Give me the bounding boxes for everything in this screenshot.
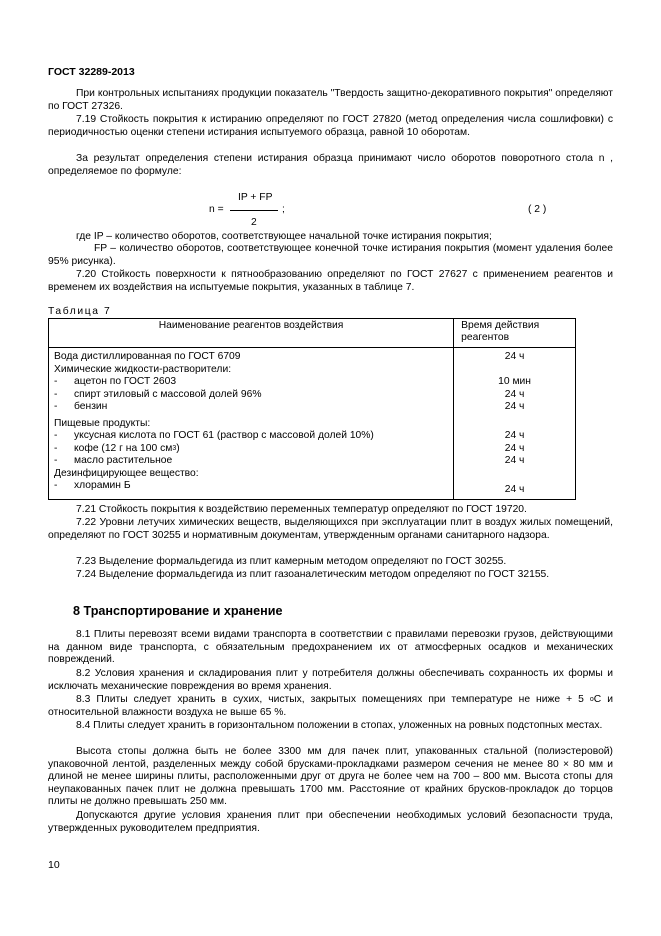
list-dash: - — [54, 480, 58, 491]
reagent-name: масло растительное — [74, 455, 173, 466]
reagent-name: бензин — [74, 401, 108, 412]
table-header-time: Время действия реагентов — [454, 319, 576, 348]
table-row — [49, 480, 576, 499]
paragraph-7-19: 7.19 Стойкость покрытия к истиранию определяют по ГОСТ 27820 (метод определения числа сошлифовки) с периодичностью оценки степени истирания испытуемого образца, равной 10 оборотам. — [48, 114, 613, 138]
list-dash: - — [54, 430, 58, 441]
reagent-name: кофе (12 г на 100 см — [74, 442, 173, 454]
table-header-row — [49, 319, 576, 348]
exposure-time-cell — [454, 468, 576, 481]
paragraph-8-3-rest: С и относительной влажности воздуха не выше 65 %. — [48, 694, 613, 718]
reagent-name-cell — [49, 376, 454, 389]
exposure-time-cell: 24 ч — [454, 401, 576, 414]
formula-lhs: n = — [209, 204, 224, 215]
formula-where-fp: FP – количество оборотов, соответствующее конечной точке истирания покрытия (момент удаления более 95% рисунка). — [48, 243, 613, 267]
exposure-time-cell — [454, 414, 576, 431]
table-row — [49, 414, 576, 431]
exposure-time-cell: 10 мин — [454, 376, 576, 389]
superscript: 3 — [172, 444, 177, 452]
reagent-name-cell — [49, 364, 454, 377]
table-row — [49, 376, 576, 389]
paragraph-7-24: 7.24 Выделение формальдегида из плит газоаналетическим методом определяют по ГОСТ 32155. — [76, 569, 550, 580]
list-dash: - — [54, 376, 58, 387]
table-row — [49, 348, 576, 364]
table-header-reagent: Наименование реагентов воздействия — [49, 319, 454, 348]
reagent-name: Дезинфицирующее вещество: — [54, 467, 199, 479]
exposure-time-cell — [454, 364, 576, 377]
reagent-name-cell — [49, 401, 454, 414]
section-8-heading: 8 Транспортирование и хранение — [73, 604, 283, 618]
exposure-time-cell: 24 ч — [454, 430, 576, 443]
exposure-time-cell: 24 ч — [454, 389, 576, 402]
reagent-name-cell — [49, 443, 454, 456]
paragraph-7-21: 7.21 Стойкость покрытия к воздействию переменных температур определяют по ГОСТ 19720. — [76, 504, 527, 515]
reagent-name-cell — [49, 348, 454, 364]
reagent-name-tail: ) — [176, 442, 180, 454]
table-row — [49, 430, 576, 443]
paragraph-8-4: 8.4 Плиты следует хранить в горизонтальном положении в стопах, уложенных на ровных подстопных местах. — [76, 720, 603, 731]
table-row — [49, 443, 576, 456]
paragraph-other-conditions: Допускаются другие условия хранения плит при обеспечении необходимых условий безопасности труда, утвержденных руководителем предприятия. — [48, 810, 613, 834]
formula-where-ip: где IP – количество оборотов, соответствующее начальной точке истирания покрытия; — [76, 231, 492, 242]
reagent-name: Химические жидкости-растворители: — [54, 363, 232, 375]
document-header: ГОСТ 32289-2013 — [48, 66, 135, 78]
paragraph-hardness: При контрольных испытаниях продукции показатель "Твердость защитно-декоративного покрытия" определяют по ГОСТ 27326. — [48, 88, 613, 112]
paragraph-7-23: 7.23 Выделение формальдегида из плит камерным методом определяют по ГОСТ 30255. — [76, 556, 507, 567]
table-row — [49, 389, 576, 402]
paragraph-8-3 — [48, 694, 613, 719]
paragraph-7-20: 7.20 Стойкость поверхности к пятнообразованию определяют по ГОСТ 27627 с применением реагентов и временем их воздействия на испытуемые покрытия, указанных в таблице 7. — [48, 269, 613, 293]
paragraph-8-1: 8.1 Плиты перевозят всеми видами транспорта в соответствии с правилами перевозки грузов, действующими на данном виде транспорта, с обязательным предохранением их от атмосферных осадков и механических повреждений. — [48, 629, 613, 666]
reagent-name-cell — [49, 414, 454, 431]
list-dash: - — [54, 455, 58, 466]
formula-denominator: 2 — [251, 217, 257, 228]
paragraph-stack-height: Высота стопы должна быть не более 3300 мм для пачек плит, упакованных стальной (полиэстеровой) упаковочной лентой, разделенных между собой брусками-прокладками размером сечения не менее 80 × 80 мм и длиной не менее ширины плиты, расположенными друг от друга не более чем на 700 – 800 мм. Высота стопы для неупакованных пачек плит не должна превышать 1700 мм. Расстояние от крайних брусков-прокладок до торцов плиты не должно превышать 250 мм. — [48, 746, 613, 808]
table-caption: Таблица 7 — [48, 306, 112, 317]
list-dash: - — [54, 442, 58, 454]
fraction-line — [230, 210, 278, 211]
exposure-time-cell: 24 ч — [454, 443, 576, 456]
paragraph-7-22: 7.22 Уровни летучих химических веществ, выделяющихся при эксплуатации плит в воздух жилых помещений, определяют по ГОСТ 30255 и нормативным документам, утвержденным органами санитарного надзора. — [48, 517, 613, 541]
paragraph-8-2: 8.2 Условия хранения и складирования плит у потребителя должны обеспечивать сохранность их формы и исключать механические повреждения во время хранения. — [48, 668, 613, 692]
reagent-name: спирт этиловый с массовой долей 96% — [74, 388, 262, 400]
reagent-name-cell — [49, 455, 454, 468]
list-dash: - — [54, 388, 58, 400]
formula-numerator: IP + FP — [238, 192, 273, 203]
reagent-name-cell — [49, 430, 454, 443]
paragraph-abrasion-result: За результат определения степени истирания образца принимают число оборотов поворотного стола n , определяемое по формуле: — [48, 153, 613, 177]
reagent-name: Пищевые продукты: — [54, 417, 151, 429]
reagent-name: Вода дистиллированная по ГОСТ 6709 — [54, 351, 241, 362]
reagent-name: уксусная кислота по ГОСТ 61 (раствор с массовой долей 10%) — [74, 430, 374, 441]
formula-number: ( 2 ) — [528, 204, 547, 215]
formula-semicolon: ; — [282, 204, 285, 215]
table-body — [49, 348, 576, 500]
list-dash: - — [54, 401, 58, 412]
exposure-time-cell: 24 ч — [454, 480, 576, 499]
reagent-name-cell — [49, 389, 454, 402]
reagent-name: хлорамин Б — [74, 480, 131, 491]
reagent-name-cell — [49, 480, 454, 499]
degree-sign: о — [589, 696, 594, 703]
paragraph-8-3-text: 8.3 Плиты следует хранить в сухих, чистых, закрытых помещениях при температуре не ниже + 5 — [76, 694, 584, 705]
table-row — [49, 364, 576, 377]
reagent-name-cell — [49, 468, 454, 481]
page-number: 10 — [48, 859, 60, 871]
exposure-time-cell: 24 ч — [454, 348, 576, 364]
table-row — [49, 401, 576, 414]
reagents-table — [48, 318, 576, 500]
table-row — [49, 455, 576, 468]
table-row — [49, 468, 576, 481]
exposure-time-cell: 24 ч — [454, 455, 576, 468]
reagent-name: ацетон по ГОСТ 2603 — [74, 376, 177, 387]
